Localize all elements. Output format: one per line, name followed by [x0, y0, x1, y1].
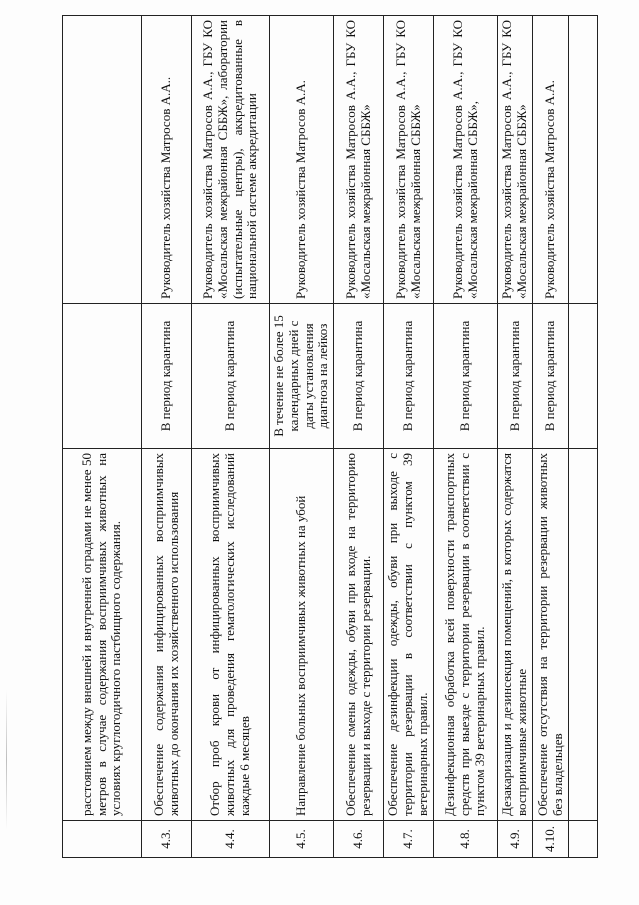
measure-cell: Дезинфекционная обработка всей поверхности транспортных средств при выезде с территории резервации в соответствии с пунктом 39 ветеринарных правил.	[434, 449, 498, 821]
deadline-cell: В течение не более 15 календарных дней с даты установления диагноза на лейкоз	[270, 304, 334, 449]
responsible-cell: Руководитель хозяйства Матросов А.А.	[533, 16, 569, 304]
table-row	[192, 16, 270, 858]
table-row	[434, 16, 498, 858]
measure-cell: Обеспечение отсутствия на территории резервации животных без владельцев	[533, 449, 569, 821]
row-number-cell: 4.4.	[192, 821, 270, 858]
row-number-cell	[569, 821, 598, 858]
measure-cell: Обеспечение дезинфекции одежды, обуви при выходе с территории резервации в соответствии с пунктом 39 ветеринарных правил.	[384, 449, 434, 821]
row-number-cell: 4.10.	[533, 821, 569, 858]
table-row	[498, 16, 533, 858]
deadline-cell: В период карантина	[434, 304, 498, 449]
measure-cell: Направление больных восприимчивых животных на убой	[270, 449, 334, 821]
deadline-cell: В период карантина	[533, 304, 569, 449]
row-number-cell	[63, 821, 142, 858]
table-row	[533, 16, 569, 858]
responsible-cell: Руководитель хозяйства Матросов А.А..	[142, 16, 192, 304]
measure-cell	[569, 449, 598, 821]
deadline-cell	[569, 304, 598, 449]
row-number-cell: 4.7.	[384, 821, 434, 858]
responsible-cell: Руководитель хозяйства Матросов А.А., ГБУ КО «Мосальская межрайонная СББЖ»	[384, 16, 434, 304]
row-number-cell: 4.6.	[334, 821, 384, 858]
responsible-cell: Руководитель хозяйства Матросов А.А., ГБУ КО «Мосальская межрайонная СББЖ»,	[434, 16, 498, 304]
deadline-cell: В период карантина	[192, 304, 270, 449]
quarantine-measures-table	[62, 15, 598, 858]
deadline-cell: В период карантина	[498, 304, 533, 449]
table-row	[63, 16, 142, 858]
responsible-cell: Руководитель хозяйства Матросов А.А., ГБУ КО «Мосальская межрайонная СББЖ»	[334, 16, 384, 304]
responsible-cell: Руководитель хозяйства Матросов А.А., ГБУ КО «Мосальская межрайонная СББЖ», лаборатории (испытательные центры), аккредитованные в национальной системе аккредитации	[192, 16, 270, 304]
table-row	[142, 16, 192, 858]
scan-edge-mark	[6, 690, 7, 830]
row-number-cell: 4.5.	[270, 821, 334, 858]
table-row	[334, 16, 384, 858]
row-number-cell: 4.8.	[434, 821, 498, 858]
table-row	[270, 16, 334, 858]
deadline-cell: В период карантина	[142, 304, 192, 449]
measure-cell: Дезакаризация и дезинсекция помещений, в которых содержатся восприимчивые животные	[498, 449, 533, 821]
row-number-cell: 4.9.	[498, 821, 533, 858]
deadline-cell	[63, 304, 142, 449]
table-row	[569, 16, 598, 858]
row-number-cell: 4.3.	[142, 821, 192, 858]
table-row	[384, 16, 434, 858]
responsible-cell: Руководитель хозяйства Матросов А.А., ГБУ КО «Мосальская межрайонная СББЖ»	[498, 16, 533, 304]
rotated-table-wrapper	[62, 16, 580, 858]
measure-cell: Обеспечение содержания инфицированных восприимчивых животных до окончания их хозяйственного использования	[142, 449, 192, 821]
responsible-cell	[569, 16, 598, 304]
responsible-cell: Руководитель хозяйства Матросов А.А.	[270, 16, 334, 304]
responsible-cell	[63, 16, 142, 304]
measure-cell: Обеспечение смены одежды, обуви при входе на территорию резервации и выходе с территории резервации.	[334, 449, 384, 821]
measure-cell: Отбор проб крови от инфицированных восприимчивых животных для проведения гематологических исследований каждые 6 месяцев	[192, 449, 270, 821]
deadline-cell: В период карантина	[384, 304, 434, 449]
deadline-cell: В период карантина	[334, 304, 384, 449]
measure-cell: расстоянием между внешней и внутренней оградами не менее 50 метров в случае содержания восприимчивых животных на условиях круглогодичного пастбищного содержания.	[63, 449, 142, 821]
